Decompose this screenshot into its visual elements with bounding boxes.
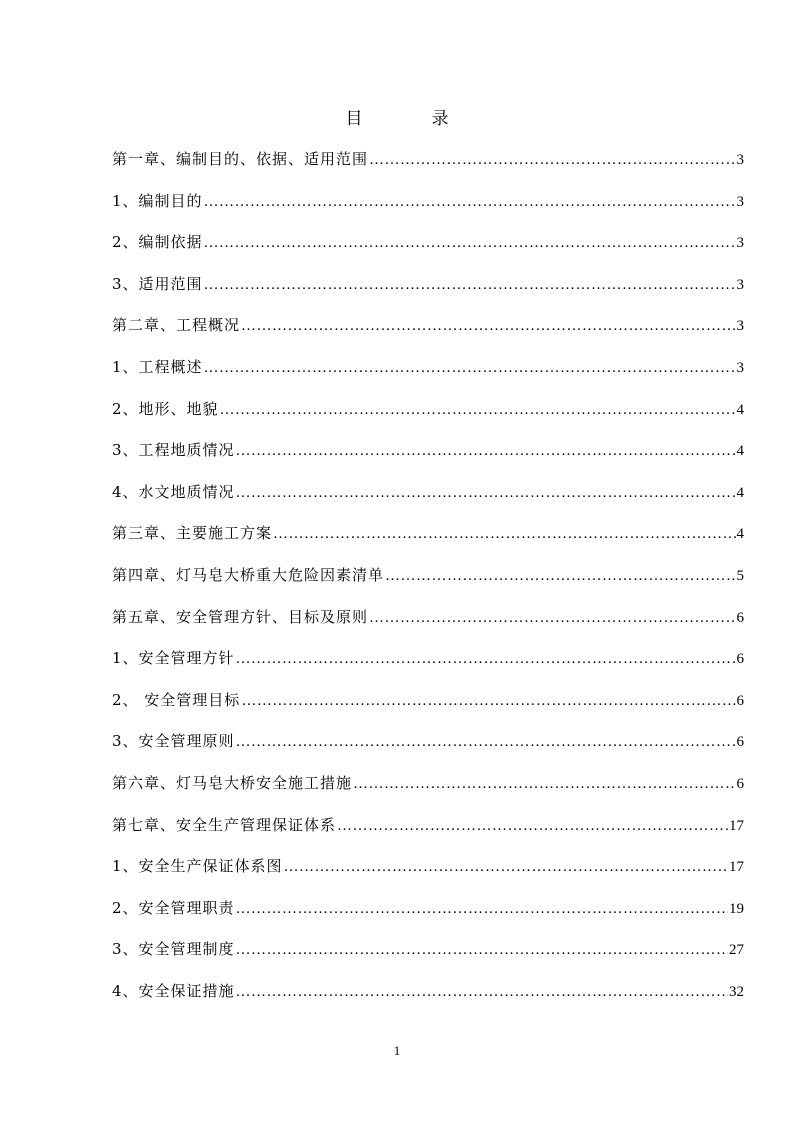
toc-entry[interactable]	[112, 935, 744, 977]
toc-entry[interactable]	[112, 811, 744, 853]
toc-entry-page: 4	[736, 443, 744, 460]
toc-dot-leader	[385, 562, 735, 590]
toc-entry-label: 第二章、工程概况	[112, 316, 241, 335]
toc-dot-leader	[284, 853, 728, 881]
toc-entry-page: 19	[729, 900, 744, 917]
toc-entry-label: 2、安全管理职责	[112, 898, 235, 917]
toc-entry-label: 第五章、安全管理方针、目标及原则	[112, 607, 369, 626]
toc-entry-page: 3	[736, 152, 744, 168]
toc-entry-label: 第七章、安全生产管理保证体系	[112, 815, 337, 834]
toc-entry[interactable]	[112, 852, 744, 894]
toc-entry-label: 第一章、编制目的、依据、适用范围	[112, 150, 369, 168]
toc-dot-leader	[236, 645, 736, 673]
toc-entry-page: 6	[736, 609, 744, 626]
toc-dot-leader	[273, 520, 735, 548]
toc-entry-page: 17	[729, 817, 744, 834]
toc-entry-label: 1、安全管理方针	[112, 649, 235, 668]
toc-dot-leader	[236, 479, 736, 507]
toc-entry[interactable]	[112, 769, 744, 811]
toc-entry-page: 6	[736, 692, 744, 709]
toc-dot-leader	[204, 229, 736, 257]
toc-entry[interactable]	[112, 228, 744, 270]
toc-entry-page: 6	[736, 651, 744, 668]
toc-entry[interactable]	[112, 478, 744, 520]
table-of-contents	[112, 145, 744, 1018]
toc-entry[interactable]	[112, 519, 744, 561]
toc-entry[interactable]	[112, 644, 744, 686]
toc-dot-leader	[353, 770, 735, 798]
toc-entry-page: 4	[736, 484, 744, 501]
toc-entry-page: 3	[736, 276, 744, 293]
toc-entry[interactable]	[112, 145, 744, 187]
toc-dot-leader	[204, 354, 736, 382]
toc-entry-page: 5	[736, 567, 744, 584]
toc-entry[interactable]	[112, 436, 744, 478]
toc-entry-label: 第四章、灯马皂大桥重大危险因素清单	[112, 565, 385, 584]
toc-entry[interactable]	[112, 311, 744, 353]
toc-entry-label: 2、 安全管理目标	[112, 690, 241, 709]
toc-entry-page: 6	[736, 775, 744, 792]
toc-entry-label: 1、编制目的	[112, 191, 203, 210]
toc-entry-page: 3	[736, 318, 744, 335]
toc-entry-label: 第三章、主要施工方案	[112, 524, 273, 543]
toc-entry-page: 32	[729, 983, 744, 1000]
toc-dot-leader	[236, 936, 728, 964]
toc-entry-label: 4、水文地质情况	[112, 482, 235, 501]
toc-entry-label: 1、安全生产保证体系图	[112, 857, 283, 876]
toc-entry-page: 27	[729, 942, 744, 959]
toc-entry[interactable]	[112, 977, 744, 1019]
toc-entry[interactable]	[112, 395, 744, 437]
toc-entry[interactable]	[112, 353, 744, 395]
toc-entry-page: 17	[729, 859, 744, 876]
toc-entry[interactable]	[112, 603, 744, 645]
toc-entry[interactable]	[112, 727, 744, 769]
toc-entry-page: 3	[736, 235, 744, 252]
toc-dot-leader	[220, 396, 736, 424]
toc-entry-label: 3、安全管理制度	[112, 940, 235, 959]
toc-entry-page: 3	[736, 359, 744, 376]
toc-dot-leader	[236, 895, 728, 923]
toc-entry[interactable]	[112, 561, 744, 603]
toc-dot-leader	[236, 437, 736, 465]
toc-dot-leader	[337, 812, 728, 840]
toc-dot-leader	[369, 604, 735, 632]
toc-entry-label: 2、编制依据	[112, 233, 203, 252]
toc-entry[interactable]	[112, 686, 744, 728]
toc-entry-page: 6	[736, 734, 744, 751]
toc-entry-page: 4	[736, 526, 744, 543]
toc-title: 目 录	[345, 109, 475, 129]
page-number: 1	[393, 1043, 401, 1058]
toc-dot-leader	[204, 271, 736, 299]
toc-entry-page: 3	[736, 193, 744, 210]
toc-dot-leader	[236, 728, 736, 756]
toc-entry-label: 4、安全保证措施	[112, 981, 235, 1000]
toc-dot-leader	[241, 312, 735, 340]
toc-entry-label: 3、适用范围	[112, 274, 203, 293]
toc-dot-leader	[241, 687, 735, 715]
toc-entry-label: 第六章、灯马皂大桥安全施工措施	[112, 773, 353, 792]
toc-entry-label: 2、地形、地貌	[112, 399, 219, 418]
toc-dot-leader	[236, 978, 728, 1006]
toc-entry-page: 4	[736, 401, 744, 418]
toc-entry[interactable]	[112, 270, 744, 312]
toc-entry[interactable]	[112, 187, 744, 229]
toc-entry[interactable]	[112, 894, 744, 936]
toc-dot-leader	[369, 146, 735, 174]
toc-entry-label: 3、安全管理原则	[112, 732, 235, 751]
toc-entry-label: 1、工程概述	[112, 357, 203, 376]
toc-entry-label: 3、工程地质情况	[112, 441, 235, 460]
toc-dot-leader	[204, 188, 736, 216]
